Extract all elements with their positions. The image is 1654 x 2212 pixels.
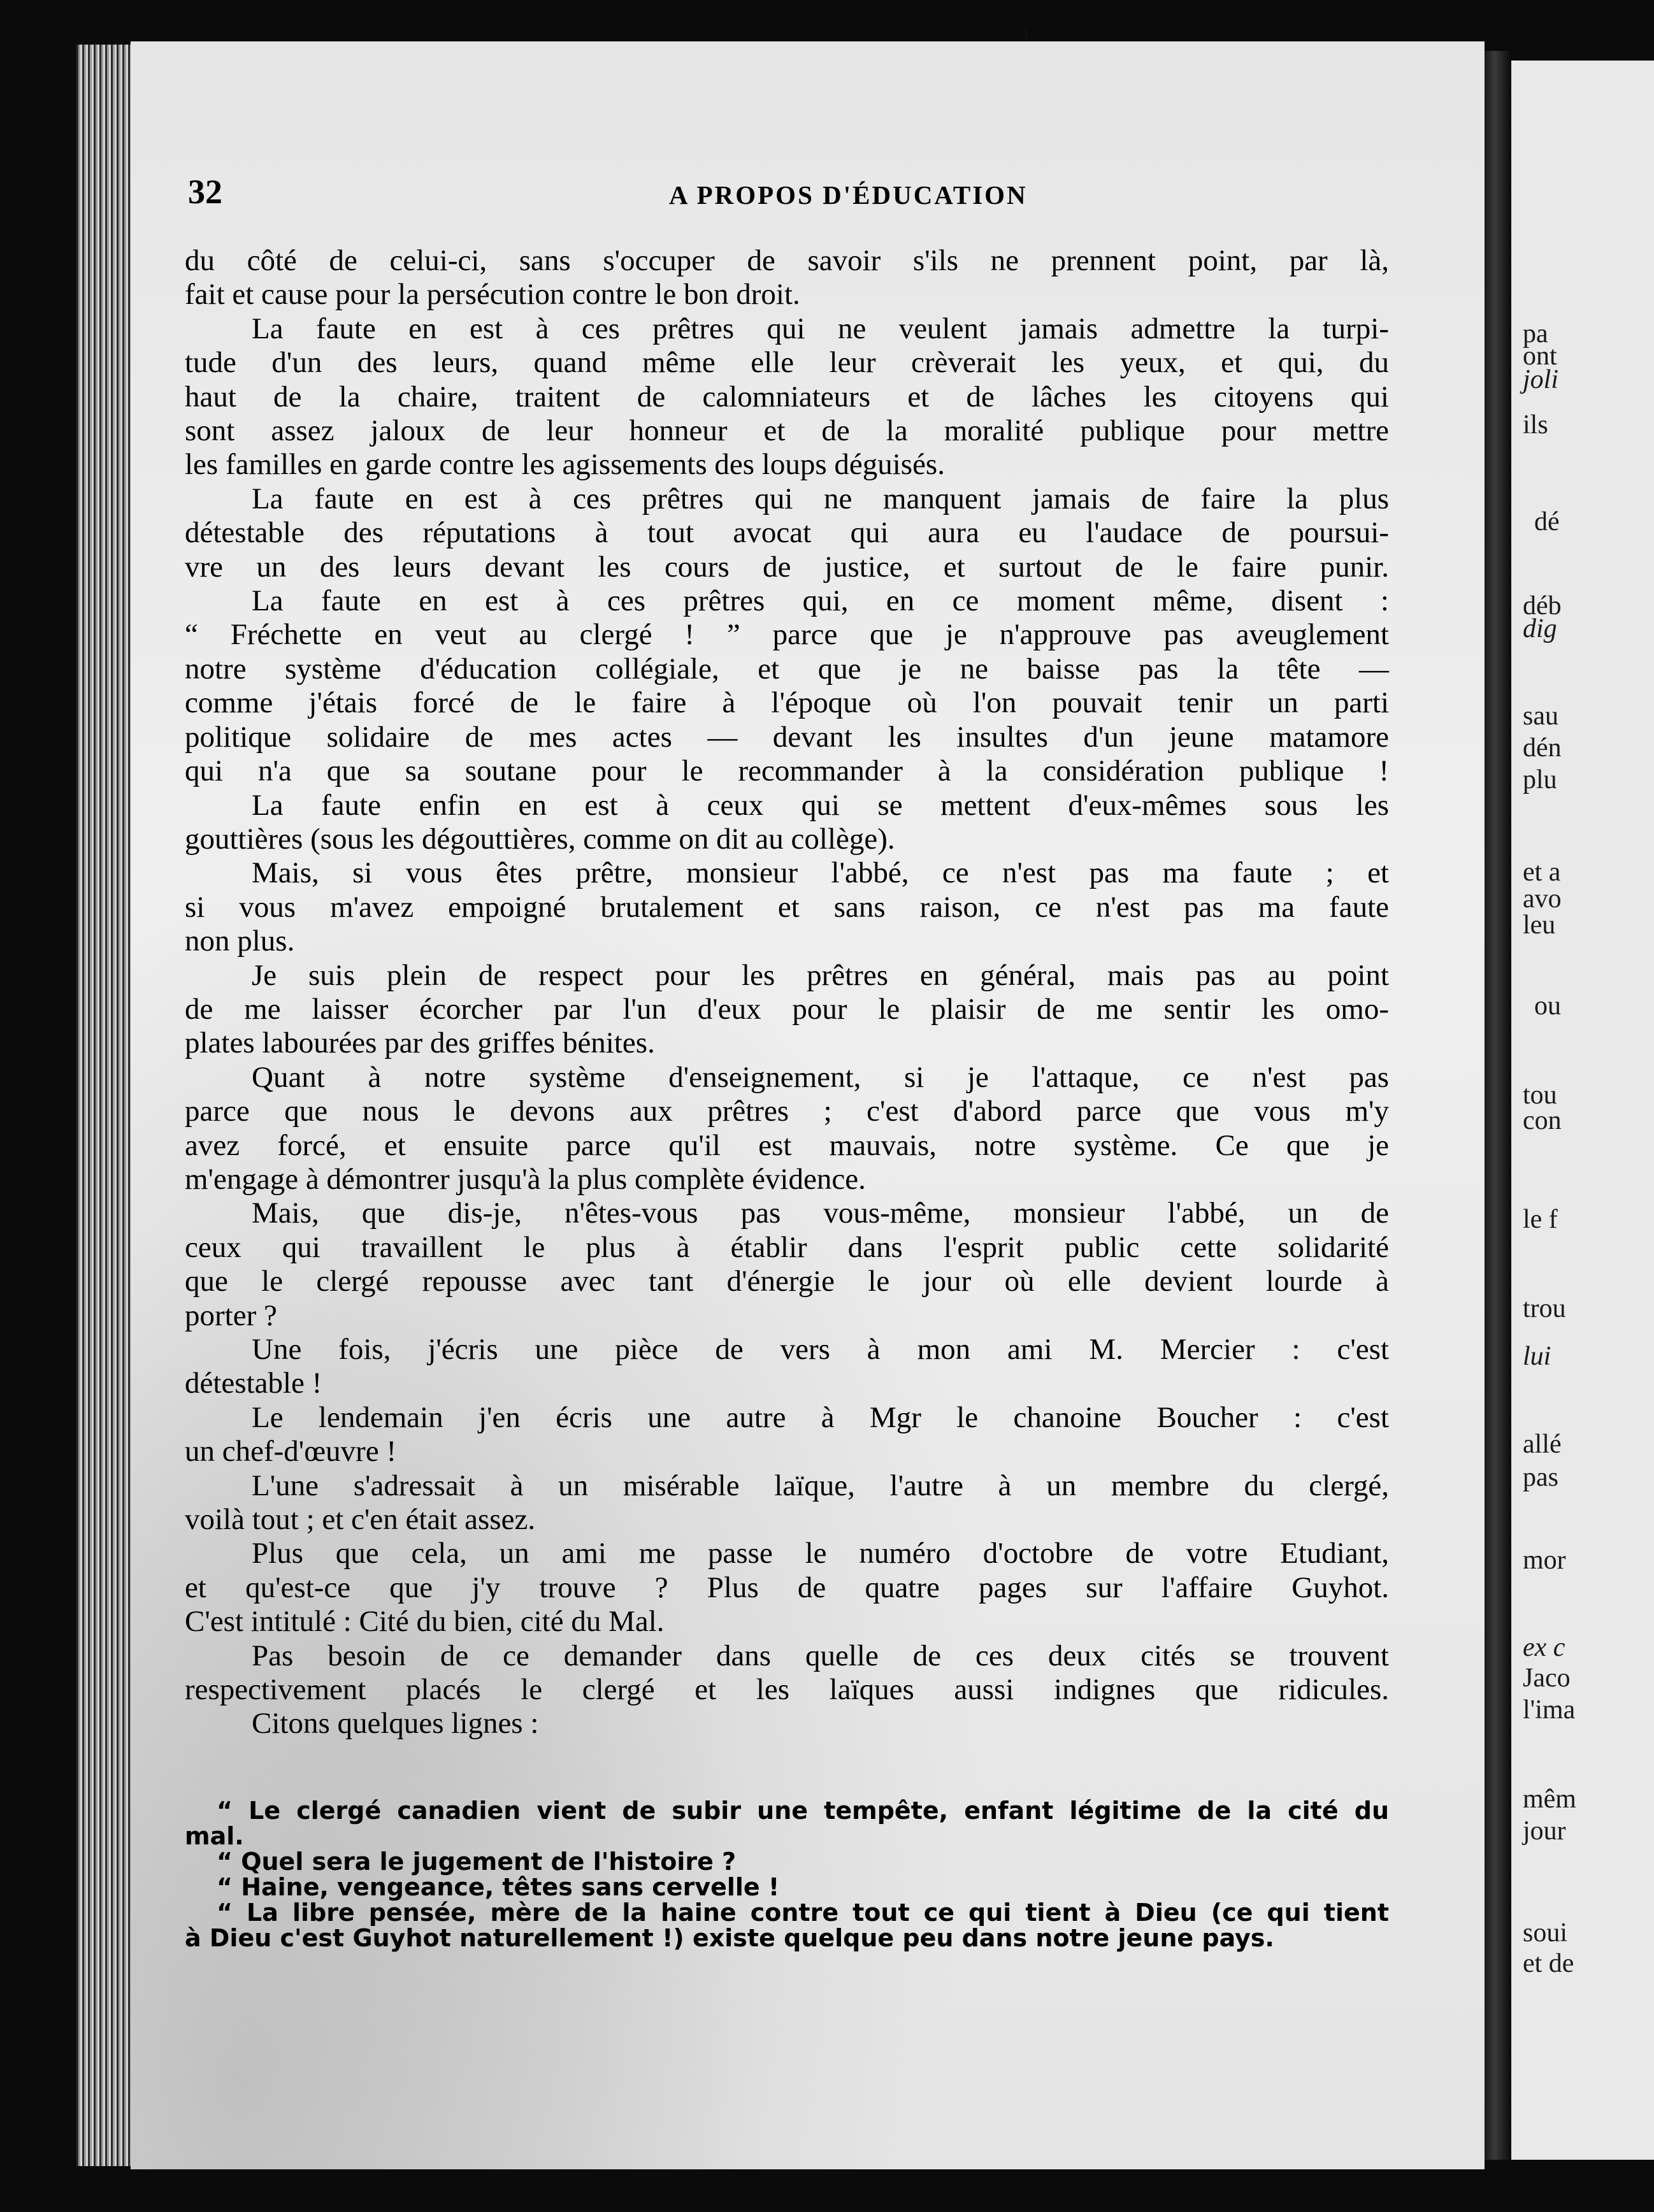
text-line: respectivement placés le clergé et les laïques aussi indignes que ridicules. — [185, 1673, 1389, 1707]
facing-page-fragment: ou — [1534, 991, 1561, 1021]
facing-page — [1511, 61, 1654, 2160]
facing-page-fragment: mor — [1523, 1546, 1566, 1575]
text-line: et qu'est-ce que j'y trouve ? Plus de quatre pages sur l'affaire Guyhot. — [185, 1570, 1389, 1604]
text-line: qui n'a que sa soutane pour le recommander à la considération publique ! — [185, 754, 1389, 788]
text-line: de me laisser écorcher par l'un d'eux pour le plaisir de me sentir les omo- — [185, 992, 1389, 1026]
text-line: avez forcé, et ensuite parce qu'il est mauvais, notre système. Ce que je — [185, 1128, 1389, 1162]
text-line: Le lendemain j'en écris une autre à Mgr le chanoine Boucher : c'est — [252, 1400, 1389, 1434]
text-line: les familles en garde contre les agissements des loups déguisés. — [185, 448, 945, 482]
text-line: que le clergé repousse avec tant d'énergie le jour où elle devient lourde à — [185, 1265, 1389, 1298]
text-line: m'engage à démontrer jusqu'à la plus complète évidence. — [185, 1162, 866, 1196]
facing-page-fragment: ils — [1523, 410, 1548, 440]
facing-page-fragment: pa — [1523, 319, 1548, 348]
text-line: Citons quelques lignes : — [252, 1707, 539, 1741]
book-gutter — [1485, 51, 1510, 2160]
text-line: sont assez jaloux de leur honneur et de la moralité publique pour mettre — [185, 414, 1389, 448]
text-line: La faute en est à ces prêtres qui, en ce moment même, disent : — [252, 584, 1389, 618]
text-line: La faute enfin en est à ceux qui se mettent d'eux-mêmes sous les — [252, 788, 1389, 822]
facing-page-fragment: leu — [1523, 910, 1556, 940]
text-line: Pas besoin de ce demander dans quelle de ces deux cités se trouvent — [252, 1639, 1389, 1672]
facing-page-fragment: avo — [1523, 884, 1562, 914]
text-line: vre un des leurs devant les cours de justice, et surtout de le faire punir. — [185, 550, 1389, 584]
text-line: haut de la chaire, traitent de calomniateurs et de lâches les citoyens qui — [185, 380, 1389, 413]
text-line: détestable ! — [185, 1367, 322, 1400]
text-line: détestable des réputations à tout avocat qui aura eu l'audace de poursui- — [185, 516, 1389, 550]
text-line: du côté de celui-ci, sans s'occuper de savoir s'ils ne prennent point, par là, — [185, 244, 1389, 277]
text-line: comme j'étais forcé de le faire à l'époque où l'on pouvait tenir un parti — [185, 686, 1389, 720]
running-title: A PROPOS D'ÉDUCATION — [669, 180, 1028, 210]
text-line: politique solidaire de mes actes — devant les insultes d'un jeune matamore — [185, 720, 1389, 754]
text-line: notre système d'éducation collégiale, et que je ne baisse pas la tête — — [185, 652, 1389, 686]
text-line: Mais, si vous êtes prêtre, monsieur l'abbé, ce n'est pas ma faute ; et — [252, 856, 1389, 890]
text-line: voilà tout ; et c'en était assez. — [185, 1503, 536, 1537]
facing-page-fragment: l'ima — [1523, 1695, 1576, 1725]
text-line: Mais, que dis-je, n'êtes-vous pas vous-même, monsieur l'abbé, un de — [252, 1196, 1389, 1230]
facing-page-fragment: ex c — [1523, 1633, 1565, 1662]
facing-page-fragment: jour — [1523, 1816, 1566, 1846]
text-line: La faute en est à ces prêtres qui ne veulent jamais admettre la turpi- — [252, 312, 1389, 345]
text-line: non plus. — [185, 924, 295, 958]
facing-page-fragment: ont — [1523, 341, 1557, 371]
quote-line: à Dieu c'est Guyhot naturellement !) existe quelque peu dans notre jeune pays. — [185, 1924, 1274, 1952]
quoted-extract — [185, 1798, 1389, 1951]
quote-line: mal. — [185, 1822, 244, 1850]
text-line: porter ? — [185, 1298, 277, 1332]
quote-line: “ Haine, vengeance, têtes sans cervelle ! — [217, 1873, 780, 1901]
text-line: Quant à notre système d'enseignement, si je l'attaque, ce n'est pas — [252, 1060, 1389, 1094]
facing-page-fragment: et a — [1523, 858, 1561, 887]
text-line: plates labourées par des griffes bénites. — [185, 1026, 655, 1060]
text-line: Une fois, j'écris une pièce de vers à mon ami M. Mercier : c'est — [252, 1333, 1389, 1366]
facing-page-fragment: soui — [1523, 1918, 1568, 1948]
facing-page-fragment: dig — [1523, 614, 1557, 643]
text-line: gouttières (sous les dégouttières, comme on dit au collège). — [185, 822, 895, 856]
facing-page-fragment: déb — [1523, 591, 1562, 621]
text-line: La faute en est à ces prêtres qui ne manquent jamais de faire la plus — [252, 482, 1389, 515]
text-line: Je suis plein de respect pour les prêtres en général, mais pas au point — [252, 958, 1389, 992]
body-text — [185, 244, 1389, 1741]
facing-page-fragment: lui — [1523, 1342, 1551, 1371]
facing-page-fragment: allé — [1523, 1430, 1562, 1459]
text-line: L'une s'adressait à un misérable laïque, l'autre à un membre du clergé, — [252, 1469, 1389, 1502]
text-line: si vous m'avez empoigné brutalement et sans raison, ce n'est pas ma faute — [185, 890, 1389, 924]
text-line: “ Fréchette en veut au clergé ! ” parce que je n'approuve pas aveuglement — [185, 618, 1389, 652]
text-line: ceux qui travaillent le plus à établir dans l'esprit public cette solidarité — [185, 1230, 1389, 1264]
facing-page-fragment: le f — [1523, 1205, 1558, 1234]
facing-page-fragment: plu — [1523, 765, 1557, 794]
facing-page-fragment: sau — [1523, 701, 1558, 731]
facing-page-fragment: dén — [1523, 733, 1562, 763]
text-line: parce que nous le devons aux prêtres ; c'est d'abord parce que vous m'y — [185, 1095, 1389, 1128]
quote-line: “ Quel sera le jugement de l'histoire ? — [217, 1848, 737, 1876]
facing-page-fragment: Jaco — [1523, 1663, 1571, 1693]
facing-page-fragment: con — [1523, 1106, 1562, 1135]
facing-page-fragment: joli — [1523, 365, 1559, 394]
text-line: C'est intitulé : Cité du bien, cité du Mal. — [185, 1605, 665, 1639]
facing-page-fragment: et de — [1523, 1949, 1574, 1978]
quote-line: “ Le clergé canadien vient de subir une tempête, enfant légitime de la cité du — [217, 1797, 1389, 1825]
text-line: fait et cause pour la persécution contre le bon droit. — [185, 278, 800, 312]
facing-page-fragment: mêm — [1523, 1785, 1576, 1814]
text-line: tude d'un des leurs, quand même elle leur crèverait les yeux, et qui, du — [185, 346, 1389, 380]
facing-page-fragment: dé — [1534, 507, 1560, 536]
text-line: Plus que cela, un ami me passe le numéro d'octobre de votre Etudiant, — [252, 1537, 1389, 1570]
facing-page-fragment: trou — [1523, 1294, 1566, 1323]
facing-page-fragment: pas — [1523, 1463, 1558, 1492]
facing-page-fragment: tou — [1523, 1081, 1557, 1110]
text-line: un chef-d'œuvre ! — [185, 1435, 397, 1469]
page-number: 32 — [188, 173, 222, 211]
quote-line: “ La libre pensée, mère de la haine contre tout ce qui tient à Dieu (ce qui tient — [217, 1899, 1389, 1927]
